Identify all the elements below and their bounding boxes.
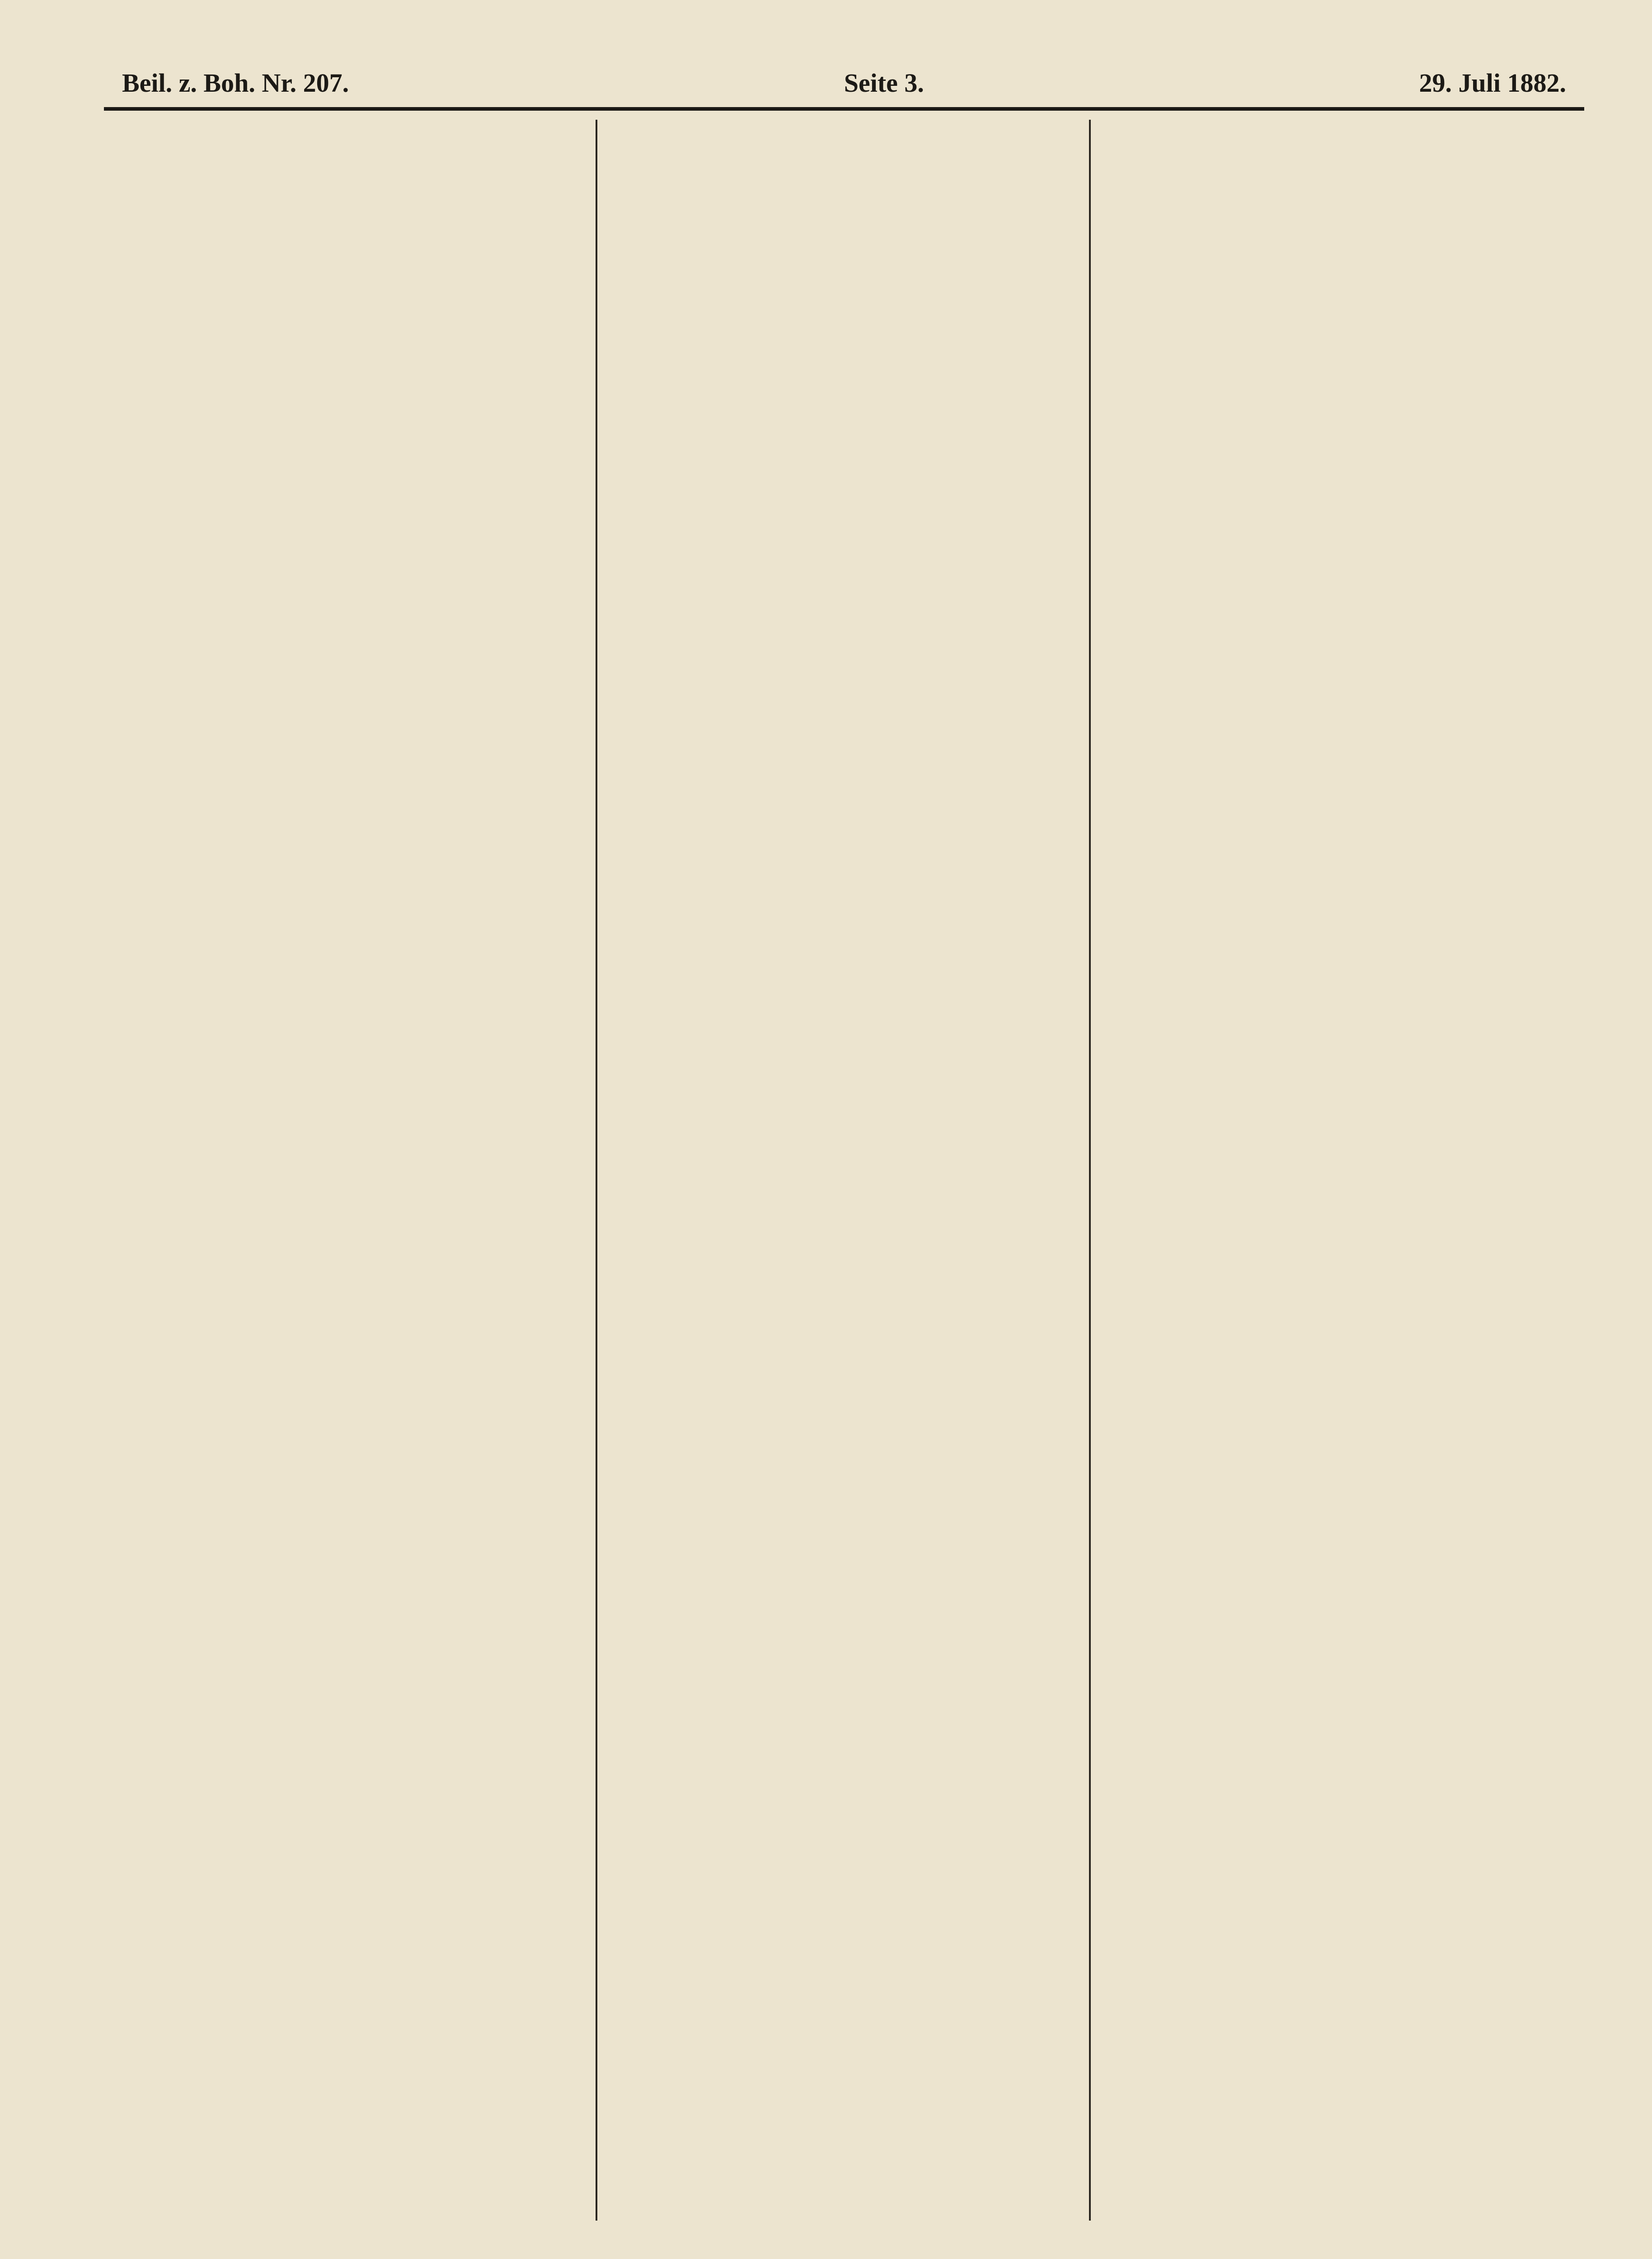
column-arrived-guests: [1091, 120, 1584, 2221]
column-official-gazette: [597, 120, 1091, 2221]
page-label: Seite 3.: [844, 68, 924, 98]
running-header: [104, 68, 1584, 111]
date-label: 29. Juli 1882.: [1419, 68, 1566, 98]
article-columns: [104, 120, 1584, 2221]
column-market-reports: [104, 120, 597, 2221]
issue-label: Beil. z. Boh. Nr. 207.: [122, 68, 349, 98]
